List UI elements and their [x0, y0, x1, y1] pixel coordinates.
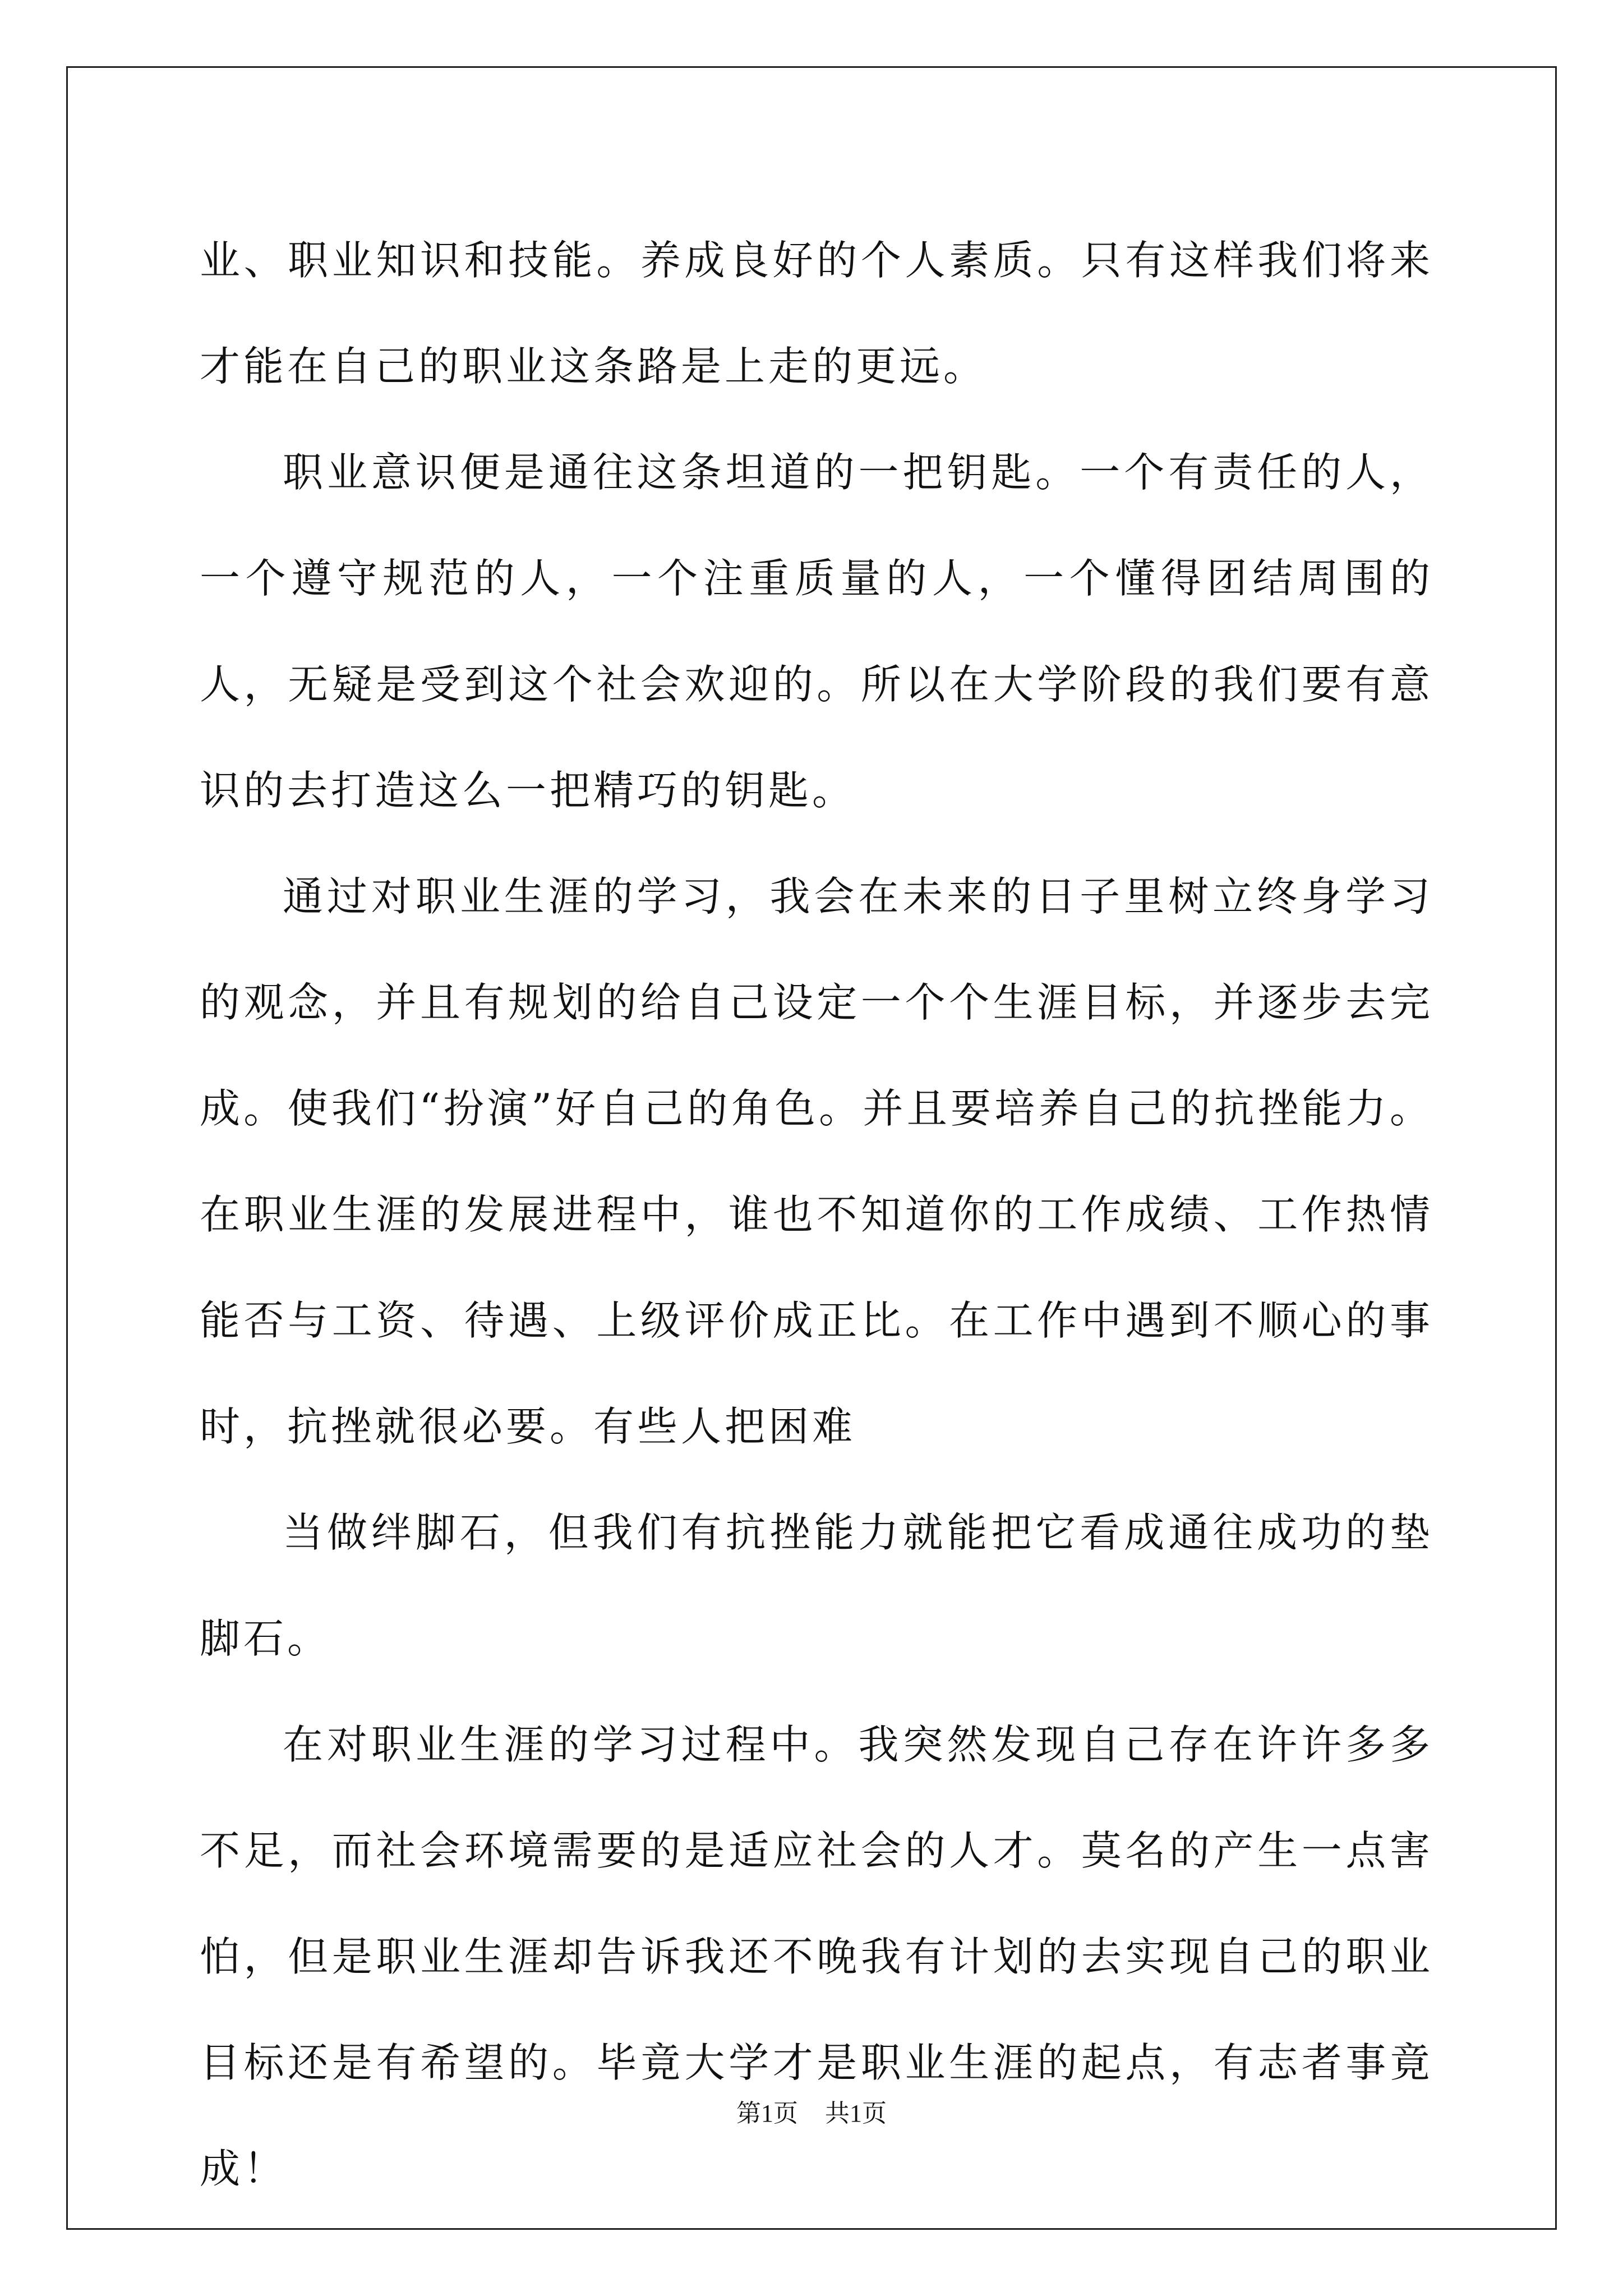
page-footer	[0, 2097, 1623, 2131]
paragraph-2: 职业意识便是通往这条坦道的一把钥匙。一个有责任的人，一个遵守规范的人，一个注重质量的人，一个懂得团结周围的人，无疑是受到这个社会欢迎的。所以在大学阶段的我们要有意识的去打造这么一把精巧的钥匙。	[200, 449, 1433, 814]
paragraph-1: 业、职业知识和技能。养成良好的个人素质。只有这样我们将来才能在自己的职业这条路是上走的更远。	[200, 237, 1433, 390]
page-total-label: 共1页	[825, 2100, 887, 2127]
paragraph-5: 在对职业生涯的学习过程中。我突然发现自己存在许许多多不足，而社会环境需要的是适应社会的人才。莫名的产生一点害怕，但是职业生涯却告诉我还不晚我有计划的去实现自己的职业目标还是有希望的。毕竟大学才是职业生涯的起点，有志者事竟成！	[200, 1721, 1433, 2192]
document-body	[200, 208, 1433, 2222]
page-number-label: 第1页	[736, 2100, 798, 2127]
paragraph-4: 当做绊脚石，但我们有抗挫能力就能把它看成通往成功的垫脚石。	[200, 1509, 1433, 1662]
paragraph-3: 通过对职业生涯的学习，我会在未来的日子里树立终身学习的观念，并且有规划的给自己设定一个个生涯目标，并逐步去完成。使我们“扮演”好自己的角色。并且要培养自己的抗挫能力。在职业生涯的发展进程中，谁也不知道你的工作成绩、工作热情能否与工资、待遇、上级评价成正比。在工作中遇到不顺心的事时，抗挫就很必要。有些人把困难	[200, 873, 1433, 1450]
